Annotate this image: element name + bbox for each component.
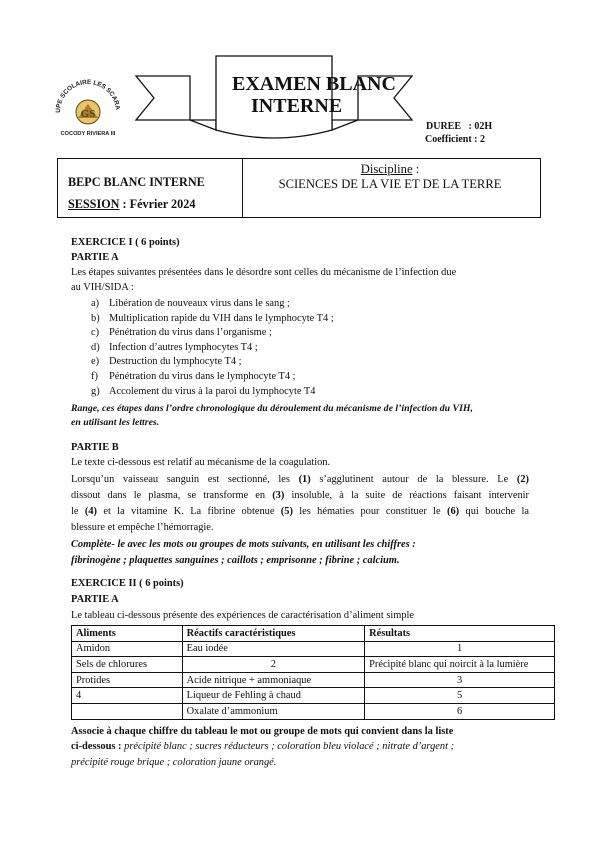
table-cell: Liqueur de Fehling à chaud xyxy=(182,688,364,704)
instruction-label: ci-dessous : xyxy=(71,741,125,753)
exercise-2-intro: Le tableau ci-dessous présente des expériences de caractérisation d’aliment simple xyxy=(71,610,415,621)
discipline-block xyxy=(245,162,535,192)
item-letter: c) xyxy=(91,327,100,339)
table-cell: Oxalate d’ammonium xyxy=(182,703,364,719)
table-row xyxy=(72,672,555,688)
text-fragment: insoluble, à la suite de réactions faisant intervenir xyxy=(284,490,529,501)
item-text: Pénétration du virus dans le lymphocyte T4 ; xyxy=(109,370,296,382)
exercise-2-instruction xyxy=(71,724,529,770)
instruction-line: en utilisant les lettres. xyxy=(71,416,160,428)
food-characterization-table xyxy=(71,625,555,720)
item-letter: e) xyxy=(91,356,100,368)
coefficient: Coefficient : 2 xyxy=(425,134,485,145)
table-cell: Protides xyxy=(72,672,183,688)
exam-title-line2: INTERNE xyxy=(251,95,343,117)
table-cell: 5 xyxy=(365,688,555,704)
item-text: Infection d’autres lymphocytes T4 ; xyxy=(109,341,258,353)
duration-block xyxy=(425,120,492,146)
exercise-2-title: EXERCICE II ( 6 points) xyxy=(71,578,184,589)
exam-name: BEPC BLANC INTERNE xyxy=(68,175,205,189)
discipline-colon: : xyxy=(412,162,420,176)
logo-letters: GS xyxy=(80,108,96,120)
part-b-instruction xyxy=(71,537,529,568)
text-fragment: le xyxy=(71,506,85,517)
table-row xyxy=(72,703,555,719)
item-letter: b) xyxy=(91,312,100,324)
text-line xyxy=(71,488,529,504)
item-text: Multiplication rapide du VIH dans le lymphocyte T4 ; xyxy=(109,312,334,324)
text-fragment: Lorsqu’un vaisseau sanguin est sectionné, les xyxy=(71,474,299,485)
instruction-line: Complète- le avec les mots ou groupes de mots suivants, en utilisant les chiffres : xyxy=(71,539,416,550)
coagulation-text xyxy=(71,472,529,536)
infection-steps-list xyxy=(91,297,334,399)
blank-number: (6) xyxy=(447,506,460,517)
duration: DUREE : 02H xyxy=(426,121,493,132)
table-cell: Sels de chlorures xyxy=(72,657,183,673)
text-fragment: s’agglutinent autour de la blessure. Le xyxy=(310,474,517,485)
table-cell: 6 xyxy=(365,703,555,719)
table-cell: Acide nitrique + ammoniaque xyxy=(182,672,364,688)
item-letter: a) xyxy=(91,298,100,309)
instruction-line xyxy=(71,739,529,754)
column-header: Résultats xyxy=(365,626,555,642)
table-row xyxy=(72,657,555,673)
exercise-1-part-a-intro xyxy=(71,266,529,295)
exercise-1-part-a-title: PARTIE A xyxy=(71,252,119,263)
session-label: SESSION xyxy=(68,197,120,211)
item-text: Pénétration du virus dans l’organisme ; xyxy=(109,327,272,339)
answer-options: précipité blanc ; sucres réducteurs ; coloration bleu violacé ; nitrate d’argent ; xyxy=(124,741,455,753)
item-text: Accolement du virus à la paroi du lymphocyte T4 xyxy=(109,385,316,397)
instruction-line: fibrinogène ; plaquettes sanguines ; caillots ; emprisonne ; fibrine ; calcium. xyxy=(71,554,400,566)
instruction-line: Associe à chaque chiffre du tableau le mot ou groupe de mots qui convient dans la liste xyxy=(71,726,454,737)
table-row xyxy=(72,641,555,657)
blank-number: (5) xyxy=(280,506,293,517)
text-line: blessure et empêche l’hémorragie. xyxy=(71,522,214,533)
list-item xyxy=(91,370,334,385)
exercise-2-part-a-title: PARTIE A xyxy=(71,594,119,605)
exam-title xyxy=(232,73,402,117)
table-cell: 3 xyxy=(365,672,555,688)
answer-options: précipité rouge brique ; coloration jaune orangé. xyxy=(71,756,277,768)
text-line xyxy=(71,504,529,520)
list-item xyxy=(91,326,334,341)
table-row xyxy=(72,688,555,704)
table-cell: 1 xyxy=(365,641,555,657)
item-letter: g) xyxy=(91,385,100,397)
table-cell: Amidon xyxy=(72,641,183,657)
exam-session-block xyxy=(68,171,205,215)
discipline-value: SCIENCES DE LA VIE ET DE LA TERRE xyxy=(278,177,502,191)
text-fragment: et la vitamine K. La fibrine obtenue xyxy=(96,506,281,517)
item-text: Destruction du lymphocyte T4 ; xyxy=(109,356,242,368)
item-text: Libération de nouveaux virus dans le sang ; xyxy=(109,298,290,309)
exercise-1-part-b-title: PARTIE B xyxy=(71,442,119,453)
exam-session xyxy=(68,193,205,215)
list-item xyxy=(91,341,334,356)
blank-number: (4) xyxy=(84,506,97,517)
blank-number: (3) xyxy=(272,490,285,501)
info-box-divider xyxy=(242,159,243,217)
discipline-heading xyxy=(245,162,535,177)
table-header-row xyxy=(72,626,555,642)
list-item xyxy=(91,385,334,400)
intro-line: Les étapes suivantes présentées dans le désordre sont celles du mécanisme de l’infection due xyxy=(71,267,457,278)
table-cell xyxy=(72,703,183,719)
table-cell: Précipité blanc qui noircit à la lumière xyxy=(365,657,555,673)
column-header: Aliments xyxy=(72,626,183,642)
text-fragment: qui bouche la xyxy=(459,506,529,517)
part-a-instruction xyxy=(71,402,529,429)
table-cell: Eau iodée xyxy=(182,641,364,657)
table-cell: 2 xyxy=(182,657,364,673)
instruction-line: Range, ces étapes dans l’ordre chronologique du déroulement du mécanisme de l’infection du VIH, xyxy=(71,403,473,414)
text-fragment: les hématies pour constituer le xyxy=(292,506,448,517)
logo-arc-text: UPE SCOLAIRE LES SCARA xyxy=(54,78,121,114)
logo-bottom-text: COCODY RIVIERA III xyxy=(60,131,116,137)
text-fragment: dissout dans le plasma, se transforme en xyxy=(71,490,273,501)
text-line xyxy=(71,472,529,488)
discipline-label: Discipline xyxy=(360,162,413,176)
item-letter: d) xyxy=(91,341,100,353)
session-value: : Février 2024 xyxy=(119,197,196,211)
column-header: Réactifs caractéristiques xyxy=(182,626,364,642)
item-letter: f) xyxy=(91,370,98,382)
school-logo xyxy=(52,72,124,138)
part-b-intro: Le texte ci-dessous est relatif au mécanisme de la coagulation. xyxy=(71,457,331,468)
exam-title-line1: EXAMEN BLANC xyxy=(232,73,396,95)
list-item xyxy=(91,297,334,312)
blank-number: (1) xyxy=(298,474,311,485)
blank-number: (2) xyxy=(516,474,529,485)
exercise-1-title: EXERCICE I ( 6 points) xyxy=(71,237,180,248)
list-item xyxy=(91,355,334,370)
list-item xyxy=(91,312,334,327)
intro-line: au VIH/SIDA : xyxy=(71,281,134,293)
table-cell: 4 xyxy=(72,688,183,704)
